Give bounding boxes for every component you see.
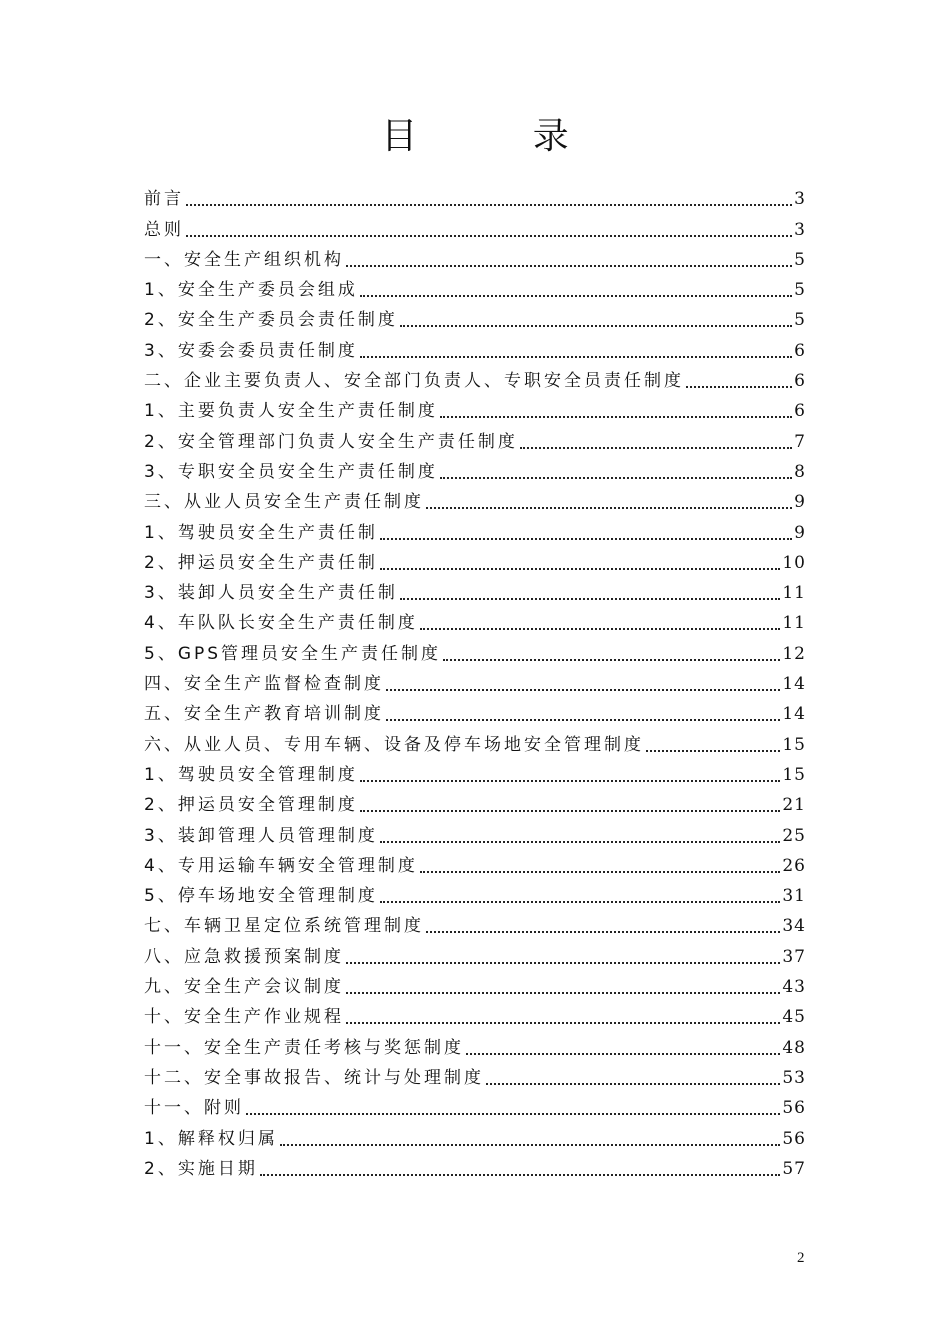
toc-leader-dots: [346, 265, 792, 267]
toc-entry[interactable]: [144, 544, 806, 574]
toc-leader-dots: [686, 386, 792, 388]
toc-leader-dots: [386, 689, 780, 691]
toc-entry[interactable]: [144, 907, 806, 937]
toc-entry[interactable]: [144, 1059, 806, 1089]
toc-entry[interactable]: [144, 483, 806, 513]
toc-entry-page: 5: [794, 249, 806, 270]
toc-entry-label: 1、主要负责人安全生产责任制度: [144, 401, 438, 422]
toc-entry[interactable]: [144, 210, 806, 240]
toc-leader-dots: [466, 1053, 780, 1055]
toc-entry[interactable]: [144, 756, 806, 786]
toc-entry[interactable]: [144, 331, 806, 361]
toc-leader-dots: [280, 1144, 781, 1146]
toc-entry-label: 五、安全生产教育培训制度: [144, 704, 384, 725]
toc-entry[interactable]: [144, 422, 806, 452]
toc-entry-label: 三、从业人员安全生产责任制度: [144, 492, 424, 513]
toc-entry-page: 3: [794, 189, 806, 210]
toc-entry-page: 14: [782, 704, 806, 725]
toc-entry-label: 5、停车场地安全管理制度: [144, 886, 378, 907]
toc-leader-dots: [346, 1022, 780, 1024]
toc-entry-page: 37: [782, 946, 806, 967]
toc-leader-dots: [443, 659, 780, 661]
toc-entry-page: 9: [794, 492, 806, 513]
toc-leader-dots: [380, 901, 781, 903]
toc-entry[interactable]: [144, 241, 806, 271]
toc-leader-dots: [360, 810, 781, 812]
toc-entry[interactable]: [144, 1028, 806, 1058]
toc-entry-label: 3、装卸人员安全生产责任制: [144, 583, 398, 604]
page-number: 2: [797, 1250, 805, 1266]
toc-entry[interactable]: [144, 392, 806, 422]
toc-entry-label: 七、车辆卫星定位系统管理制度: [144, 916, 424, 937]
toc-entry-page: 11: [782, 613, 806, 634]
toc-entry-label: 1、驾驶员安全生产责任制: [144, 522, 378, 543]
toc-leader-dots: [360, 295, 792, 297]
toc-entry-page: 15: [782, 764, 806, 785]
toc-entry[interactable]: [144, 998, 806, 1028]
toc-entry[interactable]: [144, 634, 806, 664]
toc-entry[interactable]: [144, 665, 806, 695]
toc-entry[interactable]: [144, 968, 806, 998]
toc-leader-dots: [426, 931, 780, 933]
toc-entry[interactable]: [144, 1150, 806, 1180]
toc-entry[interactable]: [144, 847, 806, 877]
toc-entry[interactable]: [144, 1119, 806, 1149]
toc-leader-dots: [440, 416, 792, 418]
toc-entry-label: 四、安全生产监督检查制度: [144, 674, 384, 695]
toc-leader-dots: [346, 962, 780, 964]
toc-entry-label: 2、实施日期: [144, 1158, 258, 1179]
toc-entry-page: 5: [794, 280, 806, 301]
toc-entry[interactable]: [144, 574, 806, 604]
toc-entry[interactable]: [144, 513, 806, 543]
toc-entry[interactable]: [144, 604, 806, 634]
toc-entry-label: 十一、安全生产责任考核与奖惩制度: [144, 1037, 464, 1058]
toc-entry-page: 8: [794, 461, 806, 482]
toc-entry-page: 57: [782, 1158, 806, 1179]
toc-entry-page: 12: [782, 643, 806, 664]
toc-entry-label: 九、安全生产会议制度: [144, 977, 344, 998]
toc-leader-dots: [440, 477, 792, 479]
toc-entry-page: 7: [794, 431, 806, 452]
toc-entry-label: 十二、安全事故报告、统计与处理制度: [144, 1067, 484, 1088]
toc-entry-page: 56: [782, 1128, 806, 1149]
toc-leader-dots: [246, 1113, 780, 1115]
toc-entry-label: 八、应急救援预案制度: [144, 946, 344, 967]
toc-entry-label: 4、专用运输车辆安全管理制度: [144, 855, 418, 876]
toc-leader-dots: [380, 538, 792, 540]
toc-leader-dots: [360, 780, 781, 782]
toc-entry-page: 56: [782, 1098, 806, 1119]
toc-leader-dots: [420, 871, 781, 873]
toc-leader-dots: [186, 235, 792, 237]
toc-entry[interactable]: [144, 301, 806, 331]
toc-leader-dots: [520, 447, 792, 449]
toc-entry-page: 48: [782, 1037, 806, 1058]
toc-entry-label: 二、企业主要负责人、安全部门负责人、专职安全员责任制度: [144, 371, 684, 392]
toc-entry-page: 34: [782, 916, 806, 937]
toc-entry-label: 2、安全生产委员会责任制度: [144, 310, 398, 331]
toc-entry-page: 43: [782, 977, 806, 998]
toc-leader-dots: [426, 507, 792, 509]
toc-entry-page: 14: [782, 674, 806, 695]
toc-entry[interactable]: [144, 786, 806, 816]
toc-entry-page: 3: [794, 219, 806, 240]
toc-entry-label: 3、专职安全员安全生产责任制度: [144, 461, 438, 482]
toc-leader-dots: [260, 1174, 781, 1176]
toc-entry-page: 21: [782, 795, 806, 816]
toc-entry-page: 31: [782, 886, 806, 907]
toc-entry-label: 1、解释权归属: [144, 1128, 278, 1149]
toc-entry[interactable]: [144, 1089, 806, 1119]
page-title: 目 录: [381, 116, 621, 157]
toc-entry-label: 六、从业人员、专用车辆、设备及停车场地安全管理制度: [144, 734, 644, 755]
toc-entry[interactable]: [144, 725, 806, 755]
toc-leader-dots: [400, 598, 781, 600]
toc-entry-page: 45: [782, 1007, 806, 1028]
toc-entry[interactable]: [144, 695, 806, 725]
toc-entry-page: 6: [794, 401, 806, 422]
toc-entry[interactable]: [144, 816, 806, 846]
toc-leader-dots: [400, 325, 792, 327]
toc-entry[interactable]: [144, 937, 806, 967]
toc-leader-dots: [486, 1083, 780, 1085]
toc-entry-label: 4、车队队长安全生产责任制度: [144, 613, 418, 634]
toc-entry-label: 十一、附则: [144, 1098, 244, 1119]
toc-entry-label: 3、装卸管理人员管理制度: [144, 825, 378, 846]
toc-leader-dots: [386, 719, 780, 721]
table-of-contents: [144, 180, 806, 1180]
toc-entry-label: 总则: [144, 219, 184, 240]
toc-entry-page: 11: [782, 583, 806, 604]
toc-leader-dots: [380, 568, 781, 570]
toc-entry[interactable]: [144, 271, 806, 301]
toc-leader-dots: [420, 628, 781, 630]
toc-entry-label: 5、GPS管理员安全生产责任制度: [144, 643, 442, 664]
toc-entry-label: 2、安全管理部门负责人安全生产责任制度: [144, 431, 518, 452]
toc-entry-page: 53: [782, 1067, 806, 1088]
toc-entry-page: 15: [782, 734, 806, 755]
toc-entry-label: 2、押运员安全管理制度: [144, 795, 358, 816]
toc-entry-page: 5: [794, 310, 806, 331]
toc-entry-page: 6: [794, 371, 806, 392]
toc-leader-dots: [360, 356, 792, 358]
toc-entry-page: 9: [794, 522, 806, 543]
toc-leader-dots: [646, 750, 780, 752]
toc-entry-label: 1、驾驶员安全管理制度: [144, 764, 358, 785]
toc-leader-dots: [380, 841, 781, 843]
toc-entry-label: 1、安全生产委员会组成: [144, 280, 358, 301]
toc-entry[interactable]: [144, 362, 806, 392]
toc-entry-label: 前言: [144, 189, 184, 210]
toc-leader-dots: [346, 992, 780, 994]
toc-entry[interactable]: [144, 453, 806, 483]
toc-entry-page: 6: [794, 340, 806, 361]
toc-entry-label: 一、安全生产组织机构: [144, 249, 344, 270]
toc-leader-dots: [186, 204, 792, 206]
toc-entry[interactable]: [144, 180, 806, 210]
toc-entry-page: 10: [782, 552, 806, 573]
toc-entry[interactable]: [144, 877, 806, 907]
toc-entry-label: 3、安委会委员责任制度: [144, 340, 358, 361]
toc-entry-label: 2、押运员安全生产责任制: [144, 552, 378, 573]
toc-entry-label: 十、安全生产作业规程: [144, 1007, 344, 1028]
toc-entry-page: 25: [782, 825, 806, 846]
toc-entry-page: 26: [782, 855, 806, 876]
